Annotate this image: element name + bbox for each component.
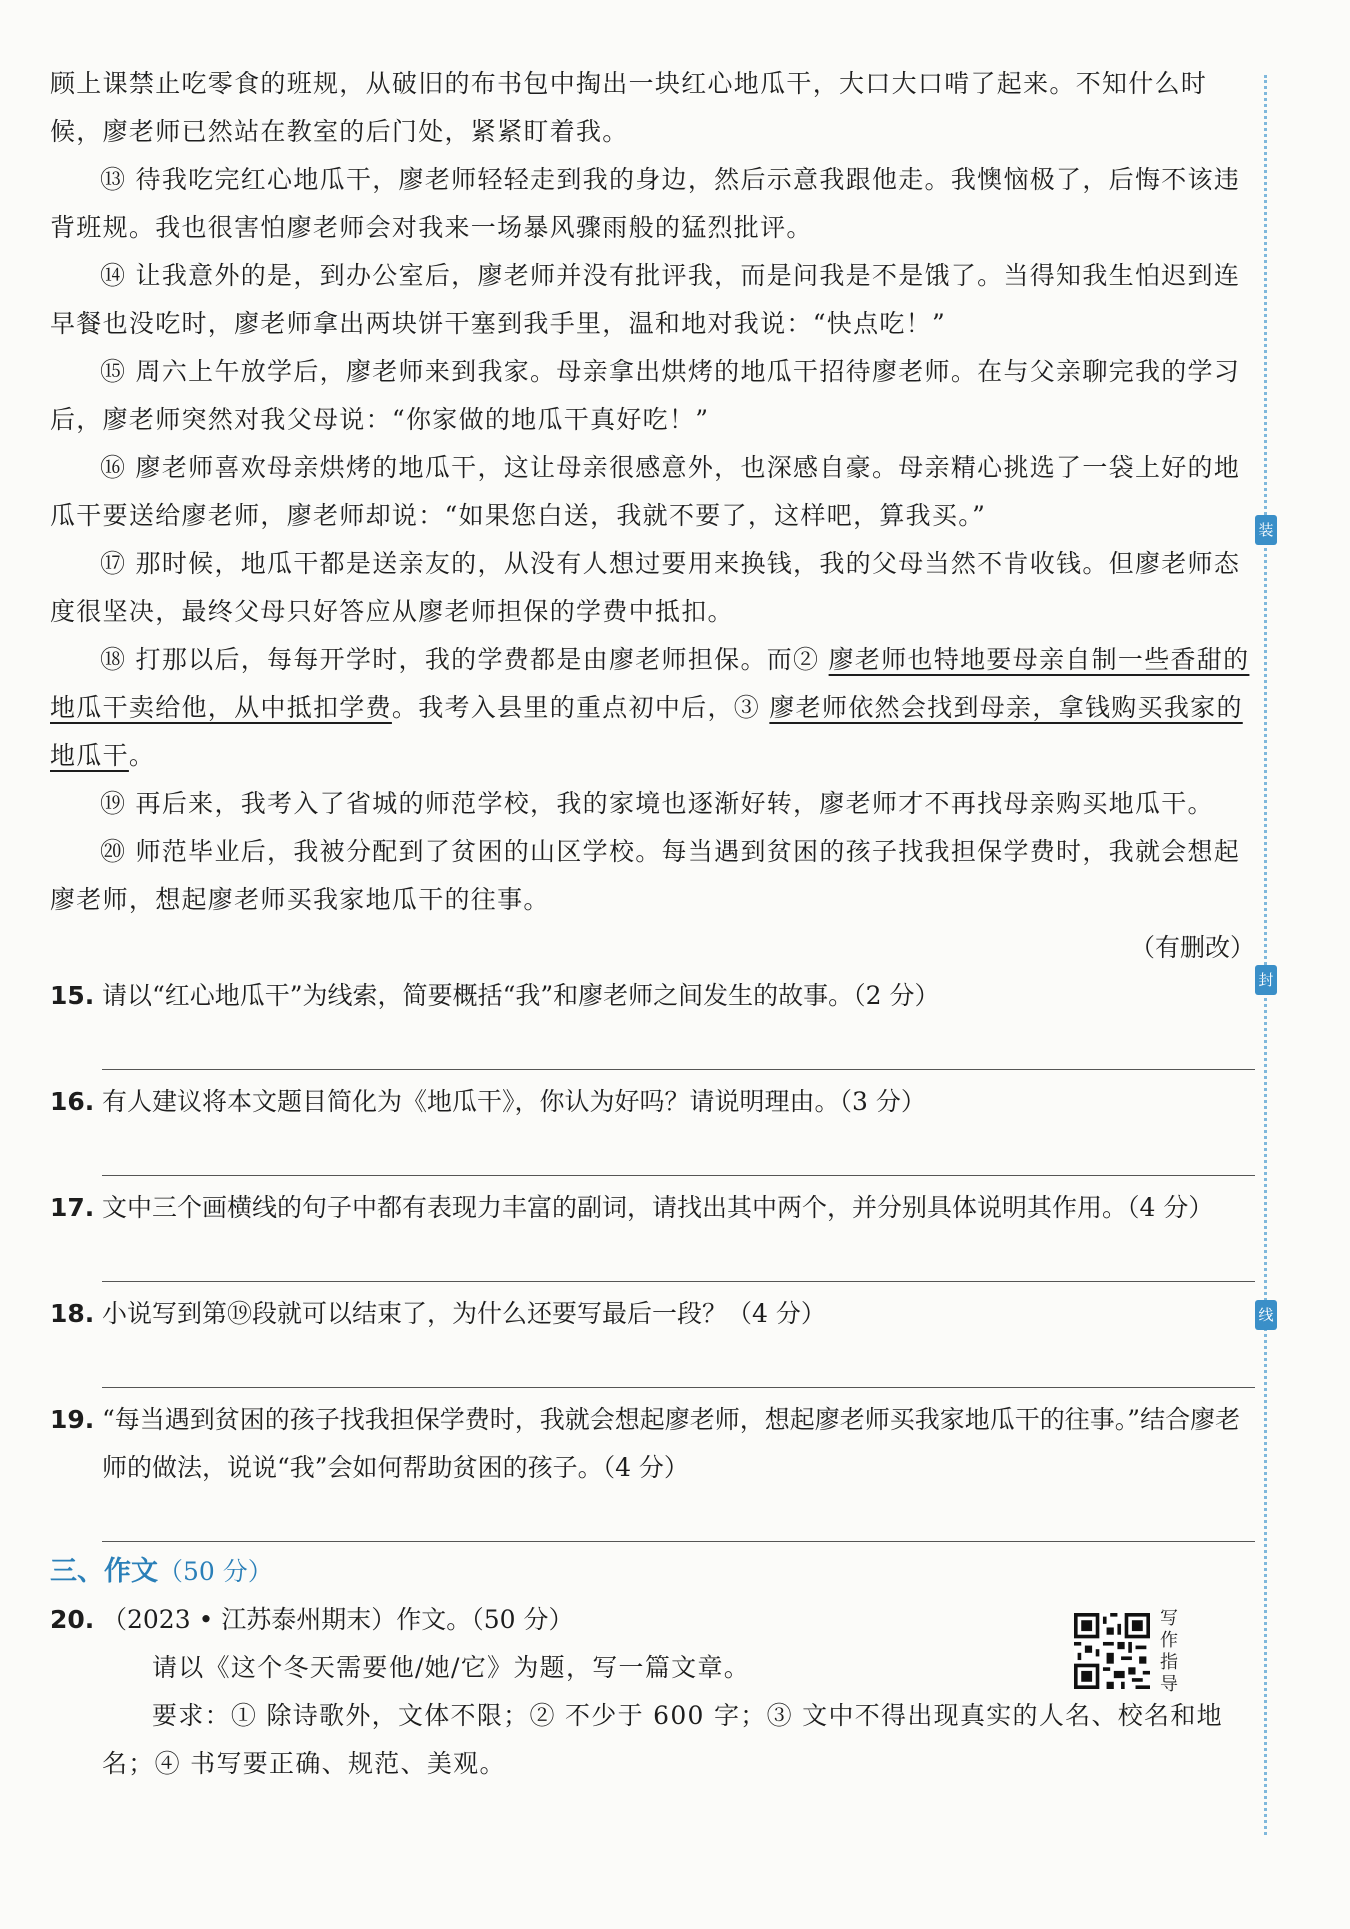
answer-line[interactable] — [102, 1540, 1255, 1542]
question-number: 18. — [50, 1299, 95, 1328]
p18-text-a: ⑱ 打那以后，每每开学时，我的学费都是由廖老师担保。而② — [100, 645, 829, 674]
question-text: 请以“红心地瓜干”为线索，简要概括“我”和廖老师之间发生的故事。（2 分） — [102, 981, 940, 1010]
p18-text-c: 。 — [128, 741, 156, 770]
question-text: “每当遇到贫困的孩子找我担保学费时，我就会想起廖老师，想起廖老师买我家地瓜干的往事。”结合廖老师的做法，说说“我”会如何帮助贫困的孩子。（4 分） — [102, 1405, 1241, 1482]
question-number: 16. — [50, 1087, 95, 1116]
passage-paragraph-15: ⑮ 周六上午放学后，廖老师来到我家。母亲拿出烘烤的地瓜干招待廖老师。在与父亲聊完我的学习后，廖老师突然对我父母说：“你家做的地瓜干真好吃！” — [50, 357, 1241, 434]
section-title — [50, 1548, 1255, 1596]
question-number: 20. — [50, 1605, 95, 1634]
question-15 — [50, 972, 1255, 1020]
section-points: （50 分） — [158, 1557, 273, 1586]
passage-paragraph-16: ⑯ 廖老师喜欢母亲烘烤的地瓜干，这让母亲很感意外，也深感自豪。母亲精心挑选了一袋上好的地瓜干要送给廖老师，廖老师却说：“如果您白送，我就不要了，这样吧，算我买。” — [50, 453, 1241, 530]
essay-prompt: 请以《这个冬天需要他/她/它》为题，写一篇文章。 — [152, 1653, 751, 1682]
passage-paragraph-18 — [50, 636, 1255, 780]
side-tab-feng: 封 — [1255, 965, 1277, 995]
binding-line — [1264, 75, 1267, 1835]
answer-line[interactable] — [102, 1386, 1255, 1388]
essay-requirements: 要求：① 除诗歌外，文体不限；② 不少于 600 字；③ 文中不得出现真实的人名、校名和地名；④ 书写要正确、规范、美观。 — [102, 1701, 1223, 1778]
source-note: （有删改） — [1129, 933, 1255, 962]
question-text: 文中三个画横线的句子中都有表现力丰富的副词，请找出其中两个，并分别具体说明其作用。（4 分） — [102, 1193, 1214, 1222]
question-text: （2023 • 江苏泰州期末）作文。（50 分） — [102, 1605, 574, 1634]
question-text: 小说写到第⑲段就可以结束了，为什么还要写最后一段？（4 分） — [102, 1299, 826, 1328]
p18-text-b: 。我考入县里的重点初中后，③ — [391, 693, 770, 722]
qr-label: 写作指导 — [1160, 1608, 1178, 1695]
question-number: 17. — [50, 1193, 95, 1222]
passage-paragraph-19: ⑲ 再后来，我考入了省城的师范学校，我的家境也逐渐好转，廖老师才不再找母亲购买地瓜干。 — [100, 789, 1214, 818]
question-text: 有人建议将本文题目简化为《地瓜干》，你认为好吗？请说明理由。（3 分） — [102, 1087, 926, 1116]
page-content — [50, 60, 1255, 1788]
passage-paragraph-17: ⑰ 那时候，地瓜干都是送亲友的，从没有人想过要用来换钱，我的父母当然不肯收钱。但廖老师态度很坚决，最终父母只好答应从廖老师担保的学费中抵扣。 — [50, 549, 1241, 626]
question-17 — [50, 1184, 1255, 1232]
answer-line[interactable] — [102, 1068, 1255, 1070]
answer-line[interactable] — [102, 1280, 1255, 1282]
passage-paragraph-14: ⑭ 让我意外的是，到办公室后，廖老师并没有批评我，而是问我是不是饿了。当得知我生怕迟到连早餐也没吃时，廖老师拿出两块饼干塞到我手里，温和地对我说：“快点吃！” — [50, 261, 1241, 338]
question-number: 19. — [50, 1405, 95, 1434]
side-tab-zhuang: 装 — [1255, 515, 1277, 545]
question-19 — [50, 1396, 1255, 1492]
question-number: 15. — [50, 981, 95, 1010]
underlined-sentence-2: 廖老师也特地要母亲自制一些香甜的地瓜干卖给他，从中抵扣学费 — [50, 645, 1250, 722]
answer-line[interactable] — [102, 1174, 1255, 1176]
qr-code-icon[interactable] — [1074, 1613, 1150, 1689]
passage-paragraph-20: ⑳ 师范毕业后，我被分配到了贫困的山区学校。每当遇到贫困的孩子找我担保学费时，我就会想起廖老师，想起廖老师买我家地瓜干的往事。 — [50, 837, 1241, 914]
side-tab-xian: 线 — [1255, 1300, 1277, 1330]
passage-paragraph-continued: 顾上课禁止吃零食的班规，从破旧的布书包中掏出一块红心地瓜干，大口大口啃了起来。不知什么时候，廖老师已然站在教室的后门处，紧紧盯着我。 — [50, 69, 1208, 146]
passage-paragraph-13: ⑬ 待我吃完红心地瓜干，廖老师轻轻走到我的身边，然后示意我跟他走。我懊恼极了，后悔不该违背班规。我也很害怕廖老师会对我来一场暴风骤雨般的猛烈批评。 — [50, 165, 1241, 242]
underlined-sentence-3: 廖老师依然会找到母亲，拿钱购买我家的地瓜干 — [50, 693, 1243, 770]
question-18 — [50, 1290, 1255, 1338]
question-16 — [50, 1078, 1255, 1126]
section-title-text: 三、作文 — [50, 1556, 158, 1587]
